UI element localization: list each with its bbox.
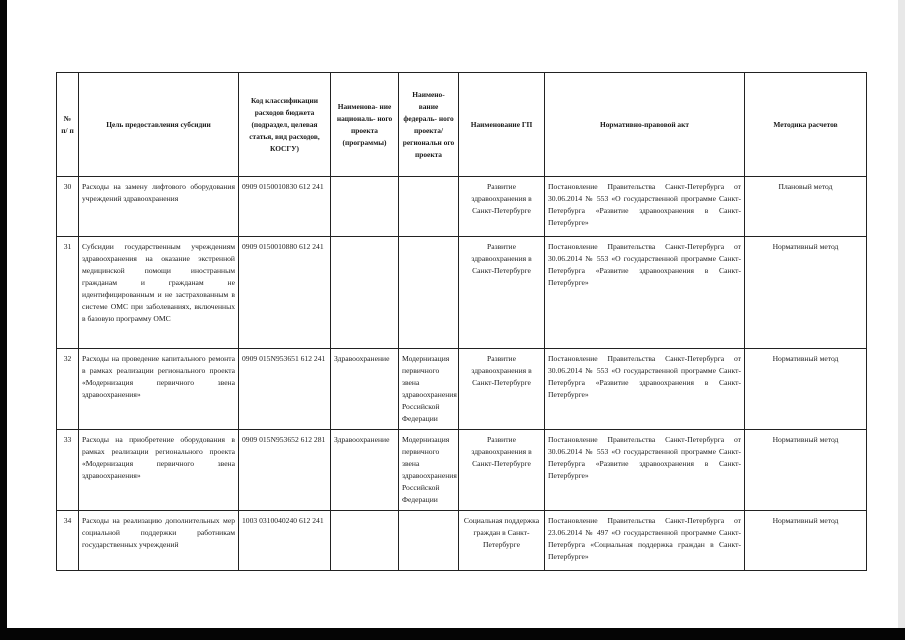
row-goal: Субсидии государственным учреждениям здравоохранения на оказание экстренной медицинской помощи иностранным гражданам и гражданам не идентифицированным и не застрахованным в системе ОМС при заболеваниях, включенных в базовую программу ОМС (79, 237, 239, 349)
row-method: Нормативный метод (745, 237, 867, 349)
row-npa: Постановление Правительства Санкт-Петербурга от 30.06.2014 № 553 «О государственной программе Санкт-Петербурга «Развитие здравоохранения в Санкт-Петербурге» (545, 237, 745, 349)
header-npa: Нормативно-правовой акт (545, 73, 745, 177)
row-num: 31 (57, 237, 79, 349)
scan-edge-left (0, 0, 7, 640)
header-method: Методика расчетов (745, 73, 867, 177)
row-nat-project (331, 237, 399, 349)
row-gp: Развитие здравоохранения в Санкт-Петербурге (459, 430, 545, 511)
table-row (57, 349, 867, 430)
row-goal: Расходы на реализацию дополнительных мер социальной поддержки работникам государственных учреждений (79, 511, 239, 571)
row-num: 34 (57, 511, 79, 571)
row-nat-project: Здравоохранение (331, 430, 399, 511)
row-code: 0909 0150010830 612 241 (239, 177, 331, 237)
header-fed-project: Наимено- вание федераль- ного проекта/ региональн ого проекта (399, 73, 459, 177)
row-goal: Расходы на замену лифтового оборудования учреждений здравоохранения (79, 177, 239, 237)
row-goal: Расходы на приобретение оборудования в рамках реализации регионального проекта «Модернизация первичного звена здравоохранения» (79, 430, 239, 511)
row-npa: Постановление Правительства Санкт-Петербурга от 30.06.2014 № 553 «О государственной программе Санкт-Петербурга «Развитие здравоохранения в Санкт-Петербурге» (545, 349, 745, 430)
row-fed-project: Модернизация первичного звена здравоохранения Российской Федерации (399, 430, 459, 511)
header-row (57, 73, 867, 177)
row-code: 0909 0150010880 612 241 (239, 237, 331, 349)
header-nat-project: Наименова- ние националь- ного проекта (программы) (331, 73, 399, 177)
row-code: 0909 015N953652 612 281 (239, 430, 331, 511)
header-code: Код классификации расходов бюджета (подраздел, целевая статья, вид расходов, КОСГУ) (239, 73, 331, 177)
row-nat-project: Здравоохранение (331, 349, 399, 430)
row-npa: Постановление Правительства Санкт-Петербурга от 30.06.2014 № 553 «О государственной программе Санкт-Петербурга «Развитие здравоохранения в Санкт-Петербурге» (545, 430, 745, 511)
row-npa: Постановление Правительства Санкт-Петербурга от 30.06.2014 № 553 «О государственной программе Санкт-Петербурга «Развитие здравоохранения в Санкт-Петербурге» (545, 177, 745, 237)
row-method: Нормативный метод (745, 349, 867, 430)
row-fed-project (399, 511, 459, 571)
row-fed-project (399, 177, 459, 237)
row-nat-project (331, 511, 399, 571)
scan-edge-right (898, 0, 905, 640)
row-npa: Постановление Правительства Санкт-Петербурга от 23.06.2014 № 497 «О государственной программе Санкт-Петербурга «Социальная поддержка граждан в Санкт-Петербурге» (545, 511, 745, 571)
row-gp: Развитие здравоохранения в Санкт-Петербурге (459, 177, 545, 237)
row-fed-project (399, 237, 459, 349)
row-num: 30 (57, 177, 79, 237)
header-gp: Наименование ГП (459, 73, 545, 177)
subsidy-table (56, 72, 867, 571)
row-method: Нормативный метод (745, 511, 867, 571)
header-goal: Цель предоставления субсидии (79, 73, 239, 177)
scan-edge-bottom (0, 628, 905, 640)
row-code: 0909 015N953651 612 241 (239, 349, 331, 430)
row-nat-project (331, 177, 399, 237)
table-row (57, 430, 867, 511)
row-code: 1003 0310040240 612 241 (239, 511, 331, 571)
row-fed-project: Модернизация первичного звена здравоохранения Российской Федерации (399, 349, 459, 430)
row-gp: Развитие здравоохранения в Санкт-Петербурге (459, 237, 545, 349)
table-row (57, 237, 867, 349)
header-num: № п/ п (57, 73, 79, 177)
table-row (57, 511, 867, 571)
row-gp: Социальная поддержка граждан в Санкт-Петербурге (459, 511, 545, 571)
row-method: Нормативный метод (745, 430, 867, 511)
row-method: Плановый метод (745, 177, 867, 237)
table-row (57, 177, 867, 237)
row-gp: Развитие здравоохранения в Санкт-Петербурге (459, 349, 545, 430)
row-goal: Расходы на проведение капитального ремонта в рамках реализации регионального проекта «Модернизация первичного звена здравоохранения» (79, 349, 239, 430)
row-num: 33 (57, 430, 79, 511)
row-num: 32 (57, 349, 79, 430)
